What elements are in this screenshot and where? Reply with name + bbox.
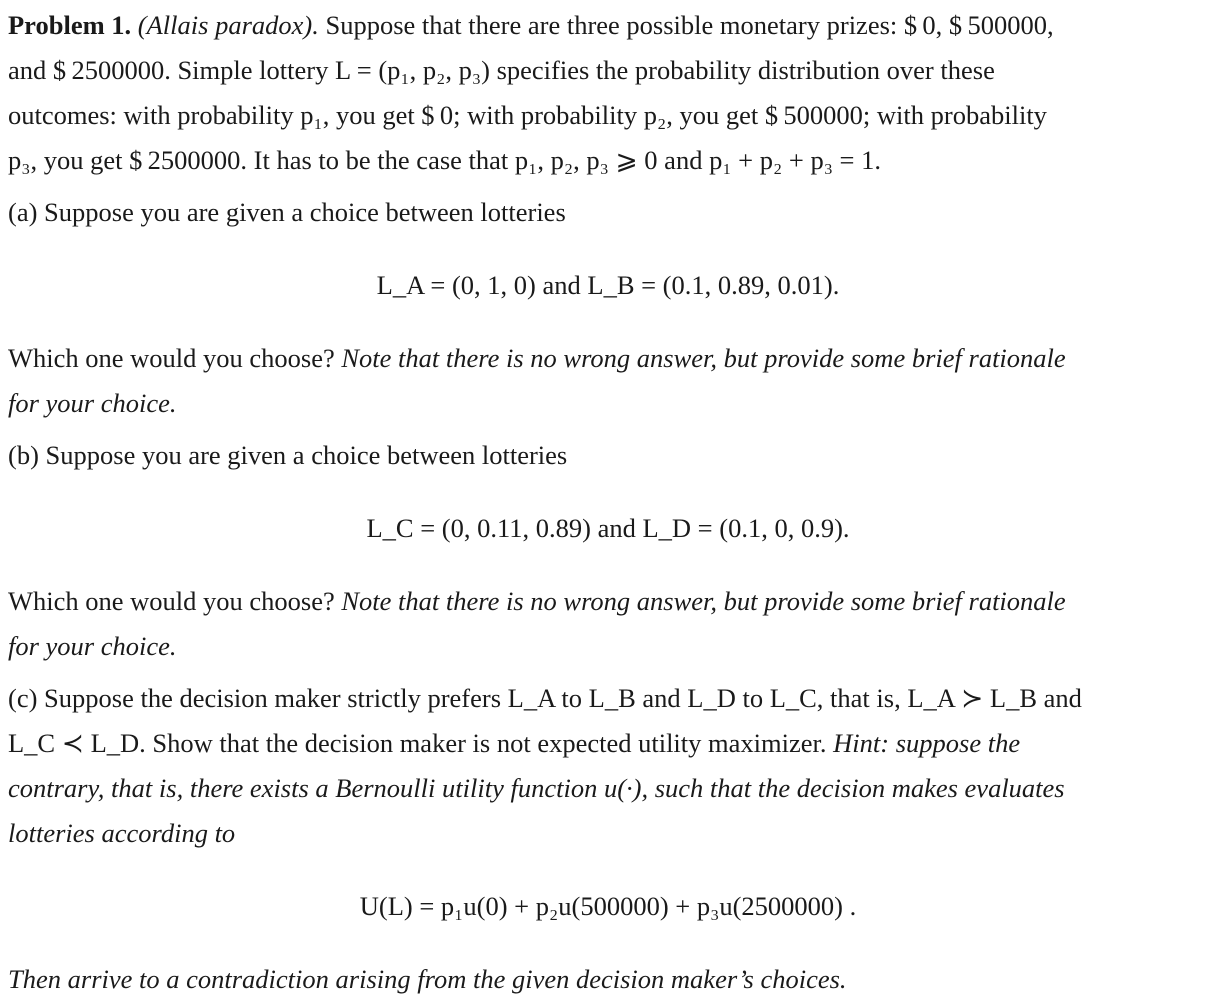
part-b-display-equation: L_C = (0, 0.11, 0.89) and L_D = (0.1, 0, 0.9). [366,513,850,543]
part-c-line-2 [8,721,1208,766]
intro-line-4: p₃, you get $ 2500000. It has to be the case that p₁, p₂, p₃ ⩾ 0 and p₁ + p₂ + p₃ = 1. [8,145,881,175]
part-c-hint-line-2: contrary, that is, there exists a Bernoulli utility function u(·), such that the decision makes evaluates [8,773,1065,803]
part-a-prompt: (a) Suppose you are given a choice between lotteries [8,197,566,227]
part-b-note-2: for your choice. [8,631,177,661]
part-a-question-line [8,336,1208,381]
part-c-hint-line-3: lotteries according to [8,818,236,848]
problem-heading: Problem 1. [8,10,132,40]
part-a-note-2: for your choice. [8,388,177,418]
part-c-display-equation: U(L) = p₁u(0) + p₂u(500000) + p₃u(2500000) . [359,891,857,921]
part-a-display-equation: L_A = (0, 1, 0) and L_B = (0.1, 0.89, 0.01). [376,270,840,300]
part-b-question: Which one would you choose? [8,586,335,616]
part-a-note-1: Note that there is no wrong answer, but provide some brief rationale [341,343,1066,373]
part-b-question-line [8,579,1208,624]
intro-line-1 [8,3,1208,48]
part-a-question: Which one would you choose? [8,343,335,373]
part-b-note-1: Note that there is no wrong answer, but provide some brief rationale [341,586,1066,616]
part-c-closing: Then arrive to a contradiction arising from the given decision maker’s choices. [8,964,847,994]
intro-text-1: Suppose that there are three possible monetary prizes: $ 0, $ 500000, [325,10,1054,40]
intro-line-2: and $ 2500000. Simple lottery L = (p₁, p₂, p₃) specifies the probability distribution over these [8,55,995,85]
part-c-hint-start: Hint: suppose the [833,728,1021,758]
part-c-line-1: (c) Suppose the decision maker strictly prefers L_A to L_B and L_D to L_C, that is, L_A ≻ L_B and [8,683,1082,713]
problem-page [8,3,1208,1002]
part-b-prompt: (b) Suppose you are given a choice between lotteries [8,440,568,470]
problem-topic: (Allais paradox). [137,10,319,40]
part-c-statement: L_C ≺ L_D. Show that the decision maker is not expected utility maximizer. [8,728,827,758]
intro-line-3: outcomes: with probability p₁, you get $ 0; with probability p₂, you get $ 500000; with probability [8,100,1047,130]
